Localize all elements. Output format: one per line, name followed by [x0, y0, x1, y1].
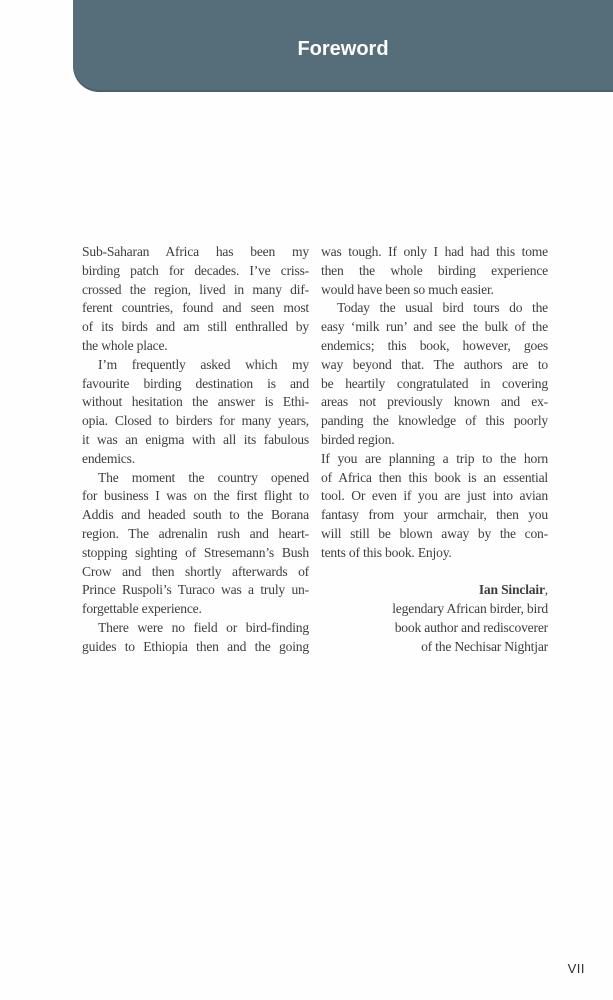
text-line: way beyond that. The authors are to [321, 356, 548, 372]
text-line: of its birds and am still enthralled by [82, 319, 309, 335]
text-line: The moment the country opened [98, 469, 309, 485]
text-line: of Africa then this book is an essential [321, 469, 548, 485]
text-line: was tough. If only I had had this tome [321, 244, 548, 259]
text-line: areas not previously known and ex- [321, 394, 548, 410]
signature-name: Ian Sinclair [478, 582, 545, 598]
page-title: Foreword [297, 37, 389, 60]
signature-credit-line: of the Nechisar Nightjar [421, 638, 548, 654]
text-line: If you are planning a trip to the horn [321, 450, 548, 466]
page-number: VII [567, 961, 585, 976]
text-line: it was an enigma with all its fabulous [82, 431, 309, 447]
text-line: panding the knowledge of this poorly [321, 413, 548, 429]
text-line: then the whole birding experience [321, 262, 548, 278]
text-line: region. The adrenalin rush and heart- [82, 525, 309, 541]
text-line: endemics. [82, 450, 135, 466]
text-line: the whole place. [82, 337, 168, 353]
signature-credit-line: book author and rediscoverer [394, 619, 548, 635]
header-band [73, 0, 613, 92]
text-line: birding patch for decades. I’ve criss- [82, 262, 309, 278]
text-line: would have been so much easier. [321, 281, 494, 297]
text-line: forgettable experience. [82, 601, 202, 617]
text-line: without hesitation the answer is Ethi- [82, 394, 309, 410]
text-line: Today the usual bird tours do the [337, 300, 548, 316]
right-column [321, 243, 548, 657]
text-line: Crow and then shortly afterwards of [82, 563, 309, 579]
signature-name-line [321, 581, 548, 600]
signature-credit-lines [321, 600, 548, 656]
text-line: Prince Ruspoli’s Turaco was a truly un- [82, 582, 309, 598]
text-line: Sub-Saharan Africa has been my [82, 244, 309, 259]
text-line: tool. Or even if you are just into avian [321, 488, 548, 504]
text-line: tents of this book. Enjoy. [321, 544, 452, 560]
text-columns [82, 243, 548, 657]
right-column-paragraphs [321, 243, 548, 563]
text-line: ferent countries, found and seen most [82, 300, 309, 316]
text-line: for business I was on the first flight to [82, 488, 309, 504]
text-line: opia. Closed to birders for many years, [82, 413, 309, 429]
text-line: endemics; this book, however, goes [321, 337, 548, 353]
signature-credit-line: legendary African birder, bird [392, 601, 548, 617]
text-line: fantasy from your armchair, then you [321, 507, 548, 523]
left-column [82, 243, 309, 657]
text-line: I’m frequently asked which my [98, 356, 309, 372]
signature-name-suffix: , [544, 582, 548, 598]
text-line: Addis and headed south to the Borana [82, 507, 309, 523]
text-line: stopping sighting of Stresemann’s Bush [82, 544, 309, 560]
signature-block [321, 581, 548, 656]
text-line: will still be blown away by the con- [321, 525, 548, 541]
text-line: easy ‘milk run’ and see the bulk of the [321, 319, 548, 335]
text-line: There were no field or bird-finding [98, 619, 309, 635]
text-line: guides to Ethiopia then and the going [82, 638, 309, 654]
text-line: favourite birding destination is and [82, 375, 309, 391]
text-line: birded region. [321, 431, 395, 447]
text-line: crossed the region, lived in many dif- [82, 281, 309, 297]
text-line: be heartily congratulated in covering [321, 375, 548, 391]
